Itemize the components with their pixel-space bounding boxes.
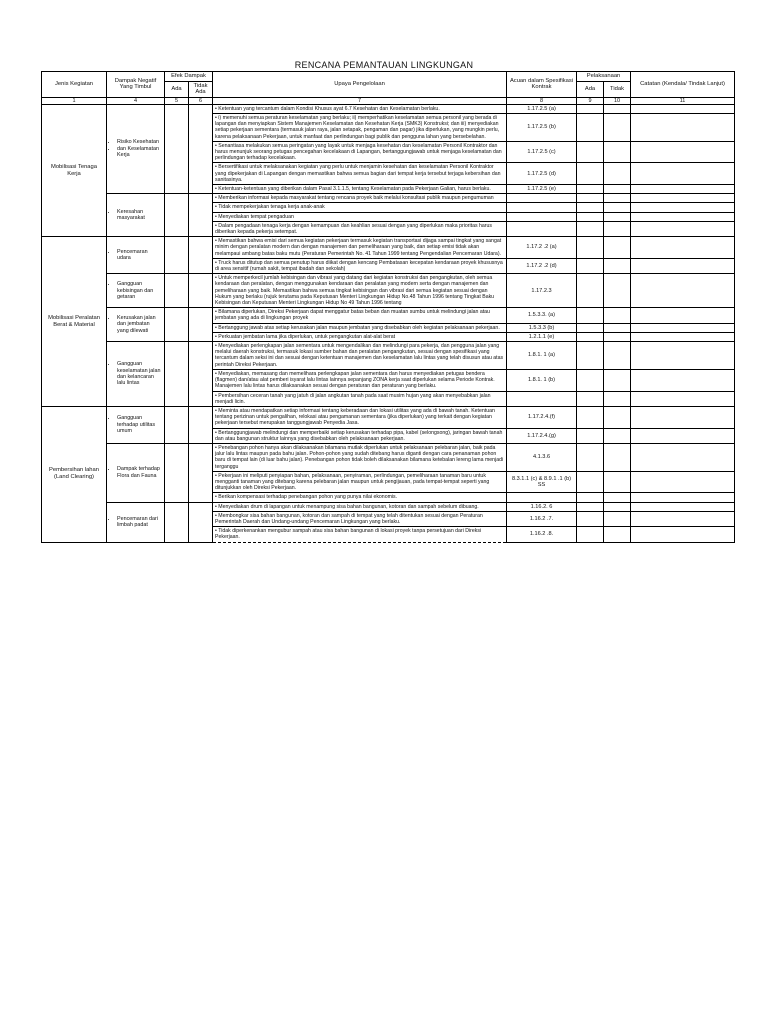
efek-tidak-ada-cell: [189, 308, 213, 342]
pelaksanaan-tidak-cell: [604, 194, 631, 203]
dampak-list: [109, 361, 162, 387]
pelaksanaan-tidak-cell: [604, 212, 631, 221]
pelaksanaan-ada-cell: [577, 342, 604, 370]
header-row-1: [42, 72, 735, 82]
dampak-list: [109, 466, 162, 479]
header-acuan: Acuan dalam Spesifikasi Kontrak: [507, 72, 577, 98]
efek-ada-cell: [165, 443, 189, 502]
dampak-cell: [107, 342, 165, 407]
dampak-cell: [107, 237, 165, 274]
table-row: [42, 406, 735, 428]
pelaksanaan-ada-cell: [577, 443, 604, 471]
upaya-cell: • Menyediakan perlengkapan jalan sementara untuk mengendalikan dan melindungi para pekerja, dan pengguna jalan yang melalui daerah konstruksi, termasuk lokasi sumber bahan dan peralatan pengangkutan, sesuai dengan spesifikasi yang tercantum dalam seksi ini dan sesuai dengan ketentuan manajemen dan keselamatan lalu lintas yang telah disusun atau atas perintah Direksi Pekerjaan.: [213, 342, 507, 370]
acuan-cell: 1.17.2.5 (d): [507, 163, 577, 185]
dampak-item: • Pencemaran udara: [117, 249, 162, 262]
table-row: [42, 342, 735, 370]
jenis-kegiatan-cell: Mobilisasi Tenaga Kerja: [42, 104, 107, 236]
pelaksanaan-ada-cell: [577, 141, 604, 163]
efek-ada-cell: [165, 406, 189, 443]
dampak-list: [109, 315, 162, 334]
acuan-cell: 1.17.2.3: [507, 274, 577, 308]
upaya-cell: • Ketentuan-ketentuan yang diberikan dalam Pasal 3.1.1.5, tentang Keselamatan pada Pekerjaan Galian, harus berlaku.: [213, 185, 507, 194]
table-row: [42, 308, 735, 323]
dampak-cell: [107, 194, 165, 237]
upaya-cell: • Tidak diperkenankan mengubur sampah atau sisa bahan bangunan di lokasi proyek tanpa persetujuan dari Direksi Pekerjaan.: [213, 527, 507, 542]
upaya-cell: • Bilamana diperlukan, Direksi Pekerjaan dapat menggatur batas beban dan muatan sumbu untuk melindungi jalan atau jembatan yang ada di lingkungan proyek: [213, 308, 507, 323]
dampak-list: [109, 139, 162, 158]
dampak-list: [109, 249, 162, 262]
efek-ada-cell: [165, 308, 189, 342]
pelaksanaan-ada-cell: [577, 237, 604, 259]
pelaksanaan-ada-cell: [577, 163, 604, 185]
upaya-cell: • Menyediakan tempat pengaduan: [213, 212, 507, 221]
upaya-cell: • Bertanggung jawab atas setiap kerusakan jalan maupun jembatan yang disebabkan oleh kegiatan pelaksanaan pekerjaan.: [213, 323, 507, 332]
jenis-kegiatan-cell: Mobilisasi Peralatan Berat & Material: [42, 237, 107, 407]
upaya-cell: • Bertanggungjawab melindungi dan memperbaiki setiap kerusakan terhadap pipa, kabel (selongsong), jaringan bawah tanah dan atau bangunan struktur lainnya yang disebabkan oleh pelaksanaan pekerjaan.: [213, 428, 507, 443]
acuan-cell: 1.8.1. 1 (a): [507, 342, 577, 370]
header-dampak-negatif: Dampak Negatif Yang Timbul: [107, 72, 165, 98]
pelaksanaan-ada-cell: [577, 493, 604, 502]
acuan-cell: 1.17.2.5 (a): [507, 104, 577, 113]
catatan-cell: [631, 323, 735, 332]
pelaksanaan-tidak-cell: [604, 527, 631, 542]
column-number: 7: [213, 97, 507, 104]
efek-tidak-ada-cell: [189, 237, 213, 274]
catatan-cell: [631, 212, 735, 221]
acuan-cell: 1.16.2 .7.: [507, 511, 577, 526]
dampak-cell: [107, 443, 165, 502]
pelaksanaan-tidak-cell: [604, 104, 631, 113]
catatan-cell: [631, 258, 735, 273]
efek-ada-cell: [165, 274, 189, 308]
efek-tidak-ada-cell: [189, 194, 213, 237]
upaya-cell: • Pekerjaan ini meliputi penyiapan bahan, pelaksanaan, penyiraman, perlindungan, pemeliharaan tanaman baru untuk mengganti tanaman yang ditebang karena pelebaran jalan maupun untuk pengijauan, pada tempat-tempat seperti yang ditunjukkan oleh Direksi Pekerjaan.: [213, 471, 507, 493]
upaya-cell: • Menyediakan, memasang dan memelihara perlengkapan jalan sementara dan harus menyediakan petugas bendera (flagmen) dan/atau alat pemberi isyarat lalu lintas lainnya sepanjang ZONA kerja saat diperlukan selama Periode Kontrak. Manajemen lalu lintas harus dilaksanakan sesuai dengan peraturan dan peraturan yang berlaku.: [213, 369, 507, 391]
pelaksanaan-tidak-cell: [604, 369, 631, 391]
dampak-list: [109, 516, 162, 529]
upaya-cell: • Menyediakan drum di lapangan untuk menampung sisa bahan bangunan, kotoran dan sampah sebelum dibuang.: [213, 502, 507, 511]
pelaksanaan-ada-cell: [577, 185, 604, 194]
header-efek-tidak-ada: Tidak Ada: [189, 81, 213, 97]
upaya-cell: • Berikan kompensasi terhadap penebangan pohon yang punya nilai ekonomis.: [213, 493, 507, 502]
catatan-cell: [631, 443, 735, 471]
catatan-cell: [631, 332, 735, 341]
dampak-cell: [107, 308, 165, 342]
acuan-cell: 1.17.2 .2 (d): [507, 258, 577, 273]
pelaksanaan-ada-cell: [577, 258, 604, 273]
pelaksanaan-tidak-cell: [604, 185, 631, 194]
acuan-cell: 1.2.1.1 (e): [507, 332, 577, 341]
dampak-item: • Risiko Kesehatan: [117, 139, 162, 145]
acuan-cell: 1.17.2.5 (c): [507, 141, 577, 163]
efek-tidak-ada-cell: [189, 274, 213, 308]
efek-ada-cell: [165, 342, 189, 407]
pelaksanaan-tidak-cell: [604, 221, 631, 236]
acuan-cell: [507, 391, 577, 406]
pelaksanaan-tidak-cell: [604, 113, 631, 141]
catatan-cell: [631, 342, 735, 370]
upaya-cell: • Membongkar sisa bahan bangunan, kotoran dan sampah di tempat yang telah ditentukan sesuai dengan Peraturan Pemerintah Daerah dan Undang-undang Pencemaran Lingkungan yang berlaku.: [213, 511, 507, 526]
acuan-cell: [507, 194, 577, 203]
upaya-cell: • Memberikan informasi kepada masyarakat tentang rencana proyek baik melalui konsultasi publik maupun pengumuman: [213, 194, 507, 203]
pelaksanaan-ada-cell: [577, 527, 604, 542]
dampak-item: • Kerusakan jalan dan jembatan yang dilewati: [117, 315, 162, 334]
dampak-cell: [107, 104, 165, 193]
header-efek-ada: Ada: [165, 81, 189, 97]
acuan-cell: 1.17.2.5 (e): [507, 185, 577, 194]
pelaksanaan-ada-cell: [577, 428, 604, 443]
column-number: 1: [42, 97, 107, 104]
upaya-cell: • Truck harus ditutup dan semua penutup harus diikat dengan kencang Pembatasan kecepatan kendaraan proyek khususnya di area sensitif (rumah sakit, tempat ibadah dan sekolah): [213, 258, 507, 273]
document-title: RENCANA PEMANTAUAN LINGKUNGAN: [294, 60, 474, 70]
catatan-cell: [631, 203, 735, 212]
catatan-cell: [631, 527, 735, 542]
dampak-item: • Gangguan terhadap utilitas umum: [117, 415, 162, 434]
pelaksanaan-tidak-cell: [604, 332, 631, 341]
catatan-cell: [631, 493, 735, 502]
pelaksanaan-ada-cell: [577, 332, 604, 341]
table-row: [42, 502, 735, 511]
efek-tidak-ada-cell: [189, 406, 213, 443]
catatan-cell: [631, 185, 735, 194]
upaya-cell: • Ketentuan yang tercantum dalam Kondisi Khusus ayat 6.7 Kesehatan dan Keselamatan berlaku.: [213, 104, 507, 113]
upaya-cell: • Pembersihan ceceran tanah yang jatuh di jalan angkutan tanah pada saat musim hujan yang akan menyebabkan jalan menjadi licin.: [213, 391, 507, 406]
efek-ada-cell: [165, 104, 189, 193]
column-number: 4: [107, 97, 165, 104]
catatan-cell: [631, 471, 735, 493]
upaya-cell: • Meminta atau mendapatkan setiap informasi tentang keberadaan dan lokasi utilitas yang ada di bawah tanah. Ketentuan tentang perizinan untuk pengalihan, relokasi atau pengamanan sementara (jika diperlukan) yang terkait dengan kegiatan pekerjaan tersebut merupakan tanggungjawab Penyedia Jasa.: [213, 406, 507, 428]
upaya-cell: • Bersertifikasi untuk melaksanakan kegiatan yang perlu untuk menjamin kesehatan dan keselamatan Personil Kontraktor yang dipekerjakan di Lapangan dengan memastikan bahwa semua bagian dari tempat kerja tersebut terjaga kebersihan dan sanitasinya.: [213, 163, 507, 185]
dampak-item: • Keresahan masyarakat: [117, 209, 162, 222]
header-efek-dampak: Efek Dampak: [165, 72, 213, 82]
efek-ada-cell: [165, 237, 189, 274]
header-upaya-pengelolaan: Upaya Pengelolaan: [213, 72, 507, 98]
catatan-cell: [631, 113, 735, 141]
pelaksanaan-ada-cell: [577, 391, 604, 406]
pelaksanaan-tidak-cell: [604, 406, 631, 428]
pelaksanaan-tidak-cell: [604, 163, 631, 185]
catatan-cell: [631, 502, 735, 511]
dampak-cell: [107, 502, 165, 542]
pelaksanaan-ada-cell: [577, 113, 604, 141]
header-pelaksanaan-ada: Ada: [577, 81, 604, 97]
dampak-item: • dan Keselamatan Kerja: [117, 146, 162, 159]
dampak-item: • Dampak terhadap Flora dan Fauna: [117, 466, 162, 479]
monitoring-table: [41, 71, 735, 543]
upaya-cell: • Perkuatan jembatan lama jika diperlukan, untuk pengangkutan alat-alat berat: [213, 332, 507, 341]
pelaksanaan-tidak-cell: [604, 443, 631, 471]
efek-ada-cell: [165, 502, 189, 542]
catatan-cell: [631, 406, 735, 428]
pelaksanaan-tidak-cell: [604, 471, 631, 493]
catatan-cell: [631, 369, 735, 391]
acuan-cell: [507, 203, 577, 212]
dampak-item: • Gangguan kebisingan dan getaran: [117, 281, 162, 300]
catatan-cell: [631, 428, 735, 443]
catatan-cell: [631, 308, 735, 323]
dampak-list: [109, 281, 162, 300]
dampak-list: [109, 209, 162, 222]
catatan-cell: [631, 391, 735, 406]
catatan-cell: [631, 141, 735, 163]
pelaksanaan-ada-cell: [577, 203, 604, 212]
header-pelaksanaan-tidak: Tidak: [604, 81, 631, 97]
efek-tidak-ada-cell: [189, 342, 213, 407]
acuan-cell: 1.17.2.4.(g): [507, 428, 577, 443]
efek-tidak-ada-cell: [189, 443, 213, 502]
pelaksanaan-ada-cell: [577, 194, 604, 203]
acuan-cell: 1.16.2 .8.: [507, 527, 577, 542]
catatan-cell: [631, 237, 735, 259]
acuan-cell: 4.1.3.6: [507, 443, 577, 471]
column-number: 11: [631, 97, 735, 104]
upaya-cell: • Penebangan pohon hanya akan dilaksanakan bilamana mutlak diperlukan untuk pelaksanaan pelebaran jalan, baik pada jalur lalu lintas maupun pada bahu jalan. Pohon-pohon yang sudah ditebang harus diganti dengan cara penanaman pohon baru di tempat lain (di luar bahu jalan). Penebangan pohon tidak boleh dilaksanakan bilamana ketebalan lereng lama menjadi terganggu: [213, 443, 507, 471]
upaya-cell: • Dalam pengadaan tenaga kerja dengan kemampuan dan keahlian sesuai dengan yang diperlukan maka prioritas harus diberikan kepada pekerja setempat.: [213, 221, 507, 236]
column-number: 9: [577, 97, 604, 104]
dampak-list: [109, 415, 162, 434]
upaya-cell: • i) memenuhi semua peraturan keselamatan yang berlaku; ii) memperhatikan keselamatan semua personil yang berada di lapangan dan menyiapkan Sistem Manajemen Keselamatan dan Kesehatan Kerja (SMK3) Konstruksi; dan iii) menyediakan setiap pekerjaan sementara (termasuk jalan raya, jalan setapak, pengaman dan pagar) jika diperlukan, yang mungkin perlu, karena pelaksanaan Pekerjaan, untuk manfaat dan perlindungan bagi publik dan pengguna lahan yang bersebelahan.: [213, 113, 507, 141]
pelaksanaan-tidak-cell: [604, 141, 631, 163]
catatan-cell: [631, 221, 735, 236]
acuan-cell: [507, 221, 577, 236]
column-number: 6: [189, 97, 213, 104]
acuan-cell: 1.17.2.5 (b): [507, 113, 577, 141]
upaya-cell: • Tidak mempekerjakan tenaga kerja anak-anak: [213, 203, 507, 212]
catatan-cell: [631, 511, 735, 526]
pelaksanaan-tidak-cell: [604, 203, 631, 212]
acuan-cell: 1.5.3.3. (a): [507, 308, 577, 323]
pelaksanaan-tidak-cell: [604, 391, 631, 406]
column-number: 8: [507, 97, 577, 104]
pelaksanaan-ada-cell: [577, 323, 604, 332]
pelaksanaan-tidak-cell: [604, 428, 631, 443]
pelaksanaan-ada-cell: [577, 369, 604, 391]
acuan-cell: [507, 493, 577, 502]
table-row: [42, 443, 735, 471]
column-number: 5: [165, 97, 189, 104]
dampak-item: • Gangguan keselamatan jalan dan kelancaran lalu lintas: [117, 361, 162, 387]
column-number-row: [42, 97, 735, 104]
efek-tidak-ada-cell: [189, 502, 213, 542]
pelaksanaan-ada-cell: [577, 511, 604, 526]
acuan-cell: 1.16.2. 6: [507, 502, 577, 511]
header-catatan: Catatan (Kendala/ Tindak Lanjut): [631, 72, 735, 98]
pelaksanaan-tidak-cell: [604, 308, 631, 323]
pelaksanaan-ada-cell: [577, 221, 604, 236]
catatan-cell: [631, 104, 735, 113]
pelaksanaan-tidak-cell: [604, 237, 631, 259]
pelaksanaan-ada-cell: [577, 502, 604, 511]
table-row: [42, 104, 735, 113]
pelaksanaan-tidak-cell: [604, 493, 631, 502]
catatan-cell: [631, 163, 735, 185]
dampak-item: • Pencemaran dari limbah padat: [117, 516, 162, 529]
header-pelaksanaan: Pelaksanaan: [577, 72, 631, 82]
acuan-cell: 1.17.2 .2 (a): [507, 237, 577, 259]
pelaksanaan-tidak-cell: [604, 502, 631, 511]
catatan-cell: [631, 194, 735, 203]
pelaksanaan-ada-cell: [577, 212, 604, 221]
table-body: [42, 104, 735, 542]
pelaksanaan-tidak-cell: [604, 342, 631, 370]
pelaksanaan-ada-cell: [577, 471, 604, 493]
table-row: [42, 274, 735, 308]
efek-ada-cell: [165, 194, 189, 237]
pelaksanaan-ada-cell: [577, 274, 604, 308]
upaya-cell: • Senantiasa melakukan semua peringatan yang layak untuk menjaga kesehatan dan keselamatan Personil Kontraktor dan harus menunjuk seorang petugas pencegahan kecelakaan di Lapangan, bertanggungjawab untuk menjaga keselamatan dan perlindungan terhadap kecelakaan.: [213, 141, 507, 163]
table-row: [42, 237, 735, 259]
pelaksanaan-tidak-cell: [604, 258, 631, 273]
acuan-cell: [507, 212, 577, 221]
dampak-cell: [107, 274, 165, 308]
jenis-kegiatan-cell: Pembersihan lahan (Land Clearing): [42, 406, 107, 542]
pelaksanaan-tidak-cell: [604, 511, 631, 526]
acuan-cell: 1.5.3.3 (b): [507, 323, 577, 332]
acuan-cell: 1.17.2.4.(f): [507, 406, 577, 428]
acuan-cell: 1.8.1. 1 (b): [507, 369, 577, 391]
catatan-cell: [631, 274, 735, 308]
pelaksanaan-tidak-cell: [604, 274, 631, 308]
pelaksanaan-ada-cell: [577, 406, 604, 428]
pelaksanaan-ada-cell: [577, 104, 604, 113]
pelaksanaan-ada-cell: [577, 308, 604, 323]
header-jenis-kegiatan: Jenis Kegiatan: [42, 72, 107, 98]
table-row: [42, 194, 735, 203]
acuan-cell: 8.3.1.1 (c) & 8.9.1 .1 (b) SS: [507, 471, 577, 493]
pelaksanaan-tidak-cell: [604, 323, 631, 332]
upaya-cell: • Memastikan bahwa emisi dari semua kegiatan pekerjaan termasuk kegiatan transportasi dijaga sampai tingkat yang sangat minim dengan peralatan modern dan dengan manajemen dan pemeliharaan yang baik, dan setiap emisi tidak akan melampaui ambang batas baku mutu (Peraturan Pemerintah No. 41 Tahun 1999 tentang Pengendalian Pencemaran Udara).: [213, 237, 507, 259]
upaya-cell: • Untuk memperkecil jumlah kebisingan dan vibrasi yang datang dari kegiatan konstruksi dan pengangkutan, oleh semua kendaraan dan peralatan, dengan menggunakan kendaraan dan peralatan yang modern serta dengan manajemen dan pemeliharaan yang baik. Memastikan bahwa semua tingkat kebisingan dan vibrasi dari semua kegiatan sesuai dengan Hukum yang berlaku (rujuk terutama pada Keputusan Menteri Lingkungan Hidup No.48 Tahun 1996 tentang Tingkat Baku Kebisingan dan Keputusan Menteri Lingkungan Hidup No 49 Tahun 1996 tentang: [213, 274, 507, 308]
dampak-cell: [107, 406, 165, 443]
efek-tidak-ada-cell: [189, 104, 213, 193]
column-number: 10: [604, 97, 631, 104]
